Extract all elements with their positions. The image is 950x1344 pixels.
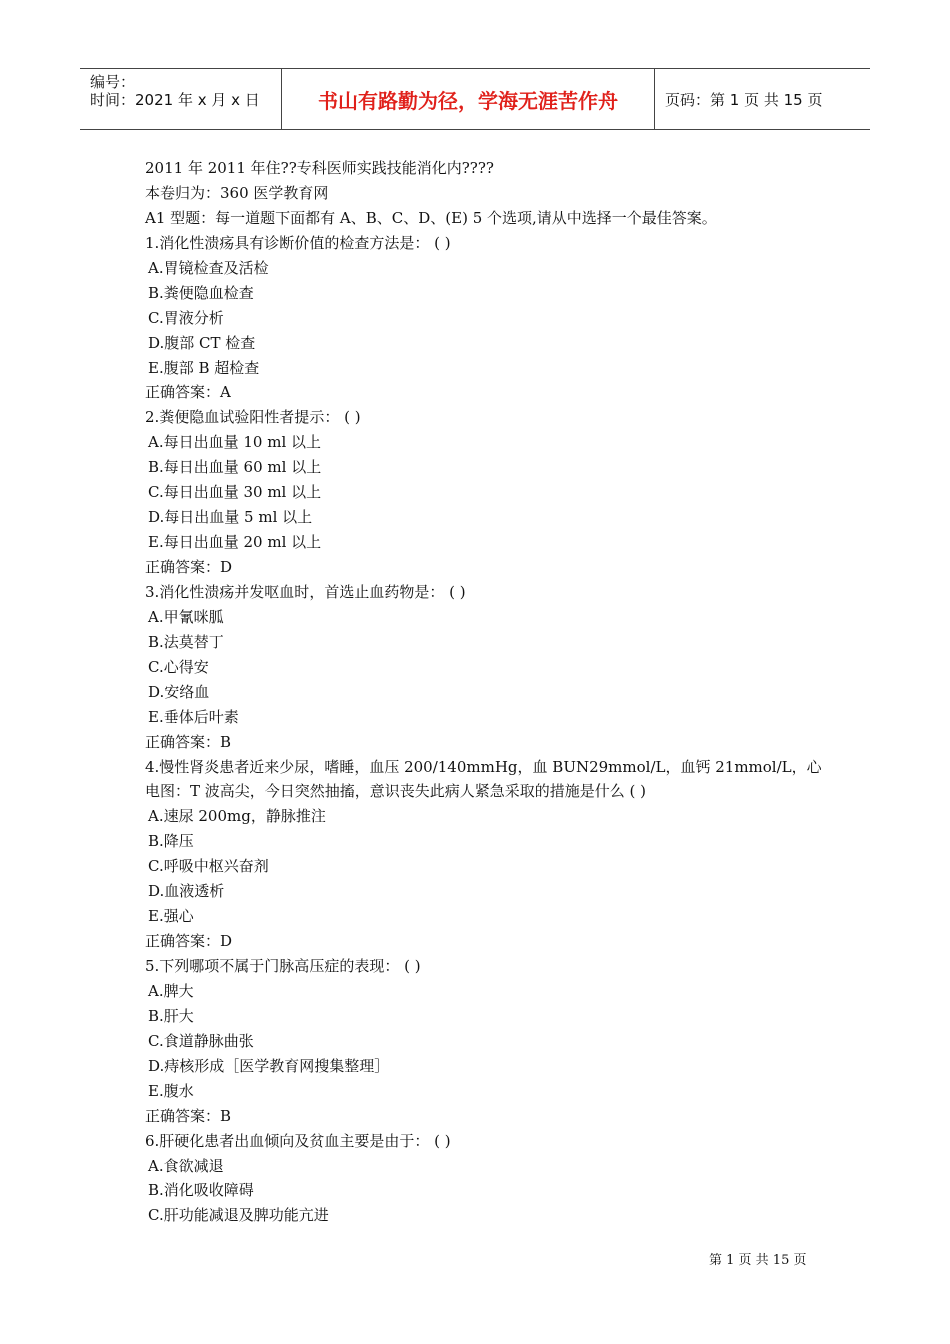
document-body	[145, 156, 825, 1228]
answer-option: B.法莫替丁	[148, 632, 224, 651]
answer-option: B.肝大	[148, 1006, 194, 1025]
question-text: 4.慢性肾炎患者近来少尿，嗜睡，血压 200/140mmHg，血 BUN29mmol/L，血钙 21mmol/L，心	[145, 757, 822, 776]
answer-option: B.每日出血量 60 ml 以上	[148, 458, 322, 477]
correct-answer: 正确答案：D	[145, 558, 233, 576]
header-motto: 书山有路勤为径，学海无涯苦作舟	[318, 89, 618, 113]
question-text: 6.肝硬化患者出血倾向及贫血主要是由于： ( )	[145, 1131, 451, 1150]
document-text-line: 2011 年 2011 年住??专科医师实践技能消化内????	[145, 159, 494, 177]
answer-option: E.腹部 B 超检查	[148, 358, 260, 377]
answer-option: C.胃液分析	[148, 308, 224, 327]
page-header	[80, 68, 870, 130]
answer-option: E.垂体后叶素	[148, 707, 239, 726]
header-page-cell	[655, 69, 870, 129]
answer-option: B.消化吸收障碍	[148, 1181, 254, 1200]
answer-option: C.呼吸中枢兴奋剂	[148, 857, 269, 876]
question-text: 5.下列哪项不属于门脉高压症的表现： ( )	[145, 957, 421, 975]
question-text: 2.粪便隐血试验阳性者提示： ( )	[145, 408, 361, 427]
answer-option: D.每日出血量 5 ml 以上	[148, 508, 313, 527]
header-page-info: 页码：第 1 页 共 15 页	[665, 91, 823, 109]
answer-option: A.每日出血量 10 ml 以上	[148, 433, 322, 452]
answer-option: E.腹水	[148, 1081, 194, 1100]
answer-option: D.血液透析	[148, 882, 225, 901]
question-text: 电图：T 波高尖，今日突然抽搐，意识丧失此病人紧急采取的措施是什么 ( )	[145, 782, 647, 801]
header-motto-cell	[282, 69, 655, 129]
answer-option: B.粪便隐血检查	[148, 283, 254, 302]
answer-option: A.胃镜检查及活检	[148, 258, 269, 277]
answer-option: D.安络血	[148, 682, 210, 701]
correct-answer: 正确答案：A	[145, 383, 231, 402]
correct-answer: 正确答案：B	[145, 1106, 232, 1125]
question-text: 1.消化性溃疡具有诊断价值的检查方法是： ( )	[145, 233, 451, 252]
answer-option: C.食道静脉曲张	[148, 1031, 254, 1050]
document-text-line: 本卷归为：360 医学教育网	[145, 183, 329, 202]
document-text-line: A1 型题：每一道题下面都有 A、B、C、D、(E) 5 个选项,请从中选择一个最佳答案。	[145, 208, 717, 227]
answer-option: C.心得安	[148, 657, 209, 676]
document-number-label: 编号：	[90, 73, 136, 91]
correct-answer: 正确答案：D	[145, 932, 233, 951]
answer-option: D.腹部 CT 检查	[148, 333, 256, 352]
answer-option: A.甲氰咪胍	[148, 607, 224, 626]
answer-option: A.食欲减退	[148, 1156, 224, 1175]
answer-option: E.每日出血量 20 ml 以上	[148, 533, 322, 552]
answer-option: D.痔核形成［医学教育网搜集整理］	[148, 1056, 390, 1075]
header-meta-cell	[80, 69, 282, 129]
answer-option: C.肝功能减退及脾功能亢进	[148, 1206, 329, 1225]
document-time-label: 时间：2021 年 x 月 x 日	[90, 91, 260, 109]
answer-option: E.强心	[148, 907, 194, 926]
answer-option: A.速尿 200mg，静脉推注	[148, 807, 326, 826]
page-footer: 第 1 页 共 15 页	[709, 1253, 807, 1268]
answer-option: A.脾大	[148, 981, 194, 1000]
answer-option: B.降压	[148, 832, 194, 851]
answer-option: C.每日出血量 30 ml 以上	[148, 483, 322, 502]
correct-answer: 正确答案：B	[145, 732, 232, 751]
question-text: 3.消化性溃疡并发呕血时，首选止血药物是： ( )	[145, 582, 466, 601]
